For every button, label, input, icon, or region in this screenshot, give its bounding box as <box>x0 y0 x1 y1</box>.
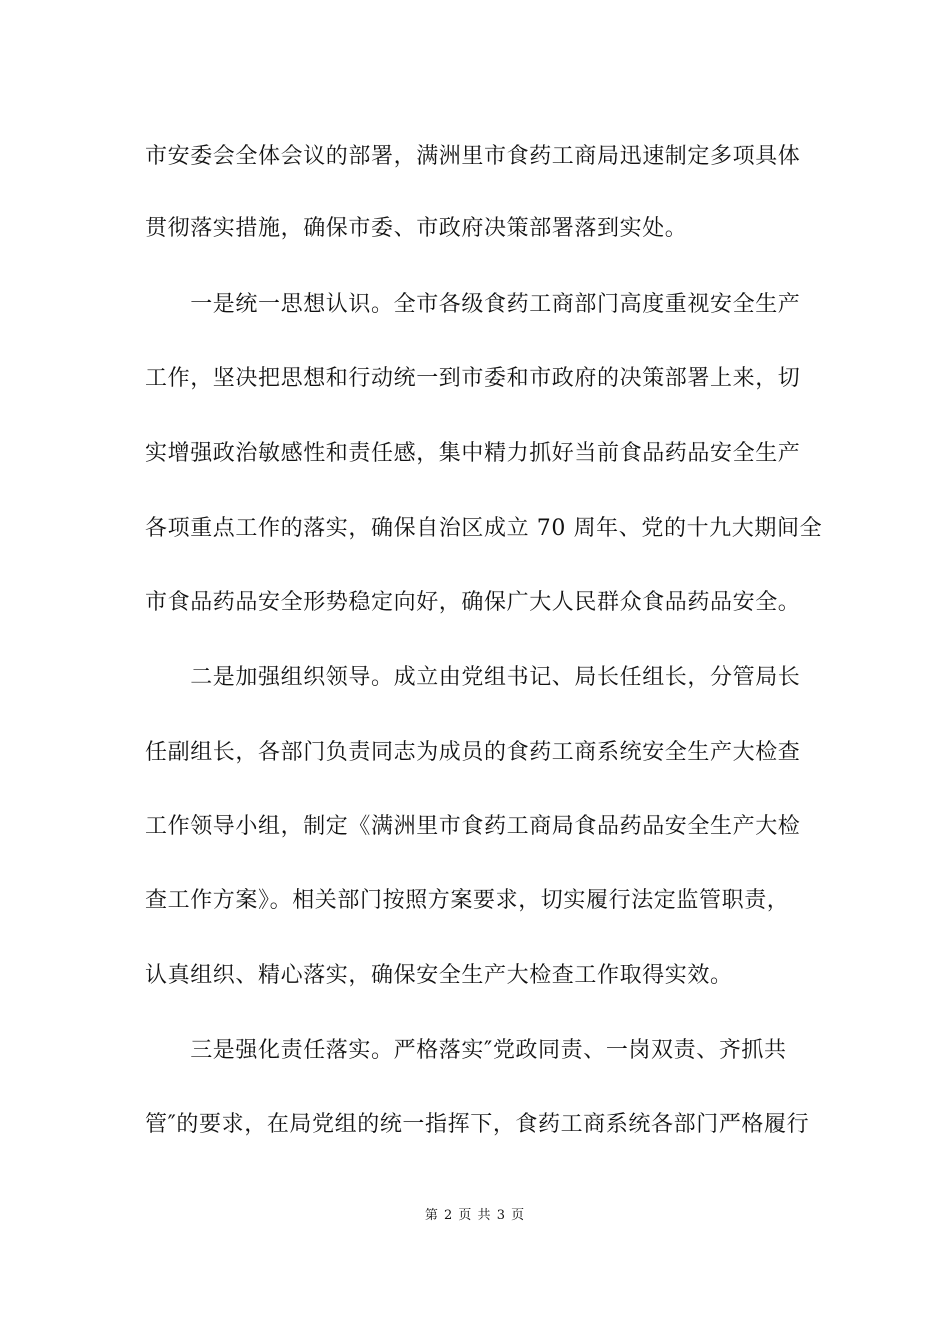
body-text-line: 贯彻落实措施，确保市委、市政府决策部署落到实处。 <box>145 216 688 241</box>
body-text-line: 各项重点工作的落实，确保自治区成立 70 周年、党的十九大期间全 <box>145 516 823 541</box>
body-text-line: 二是加强组织领导。成立由党组书记、局长任组长，分管局长 <box>145 665 801 690</box>
body-text-line: 工作领导小组，制定《满洲里市食药工商局食品药品安全生产大检 <box>145 814 801 839</box>
body-text-line: 市食品药品安全形势稳定向好，确保广大人民群众食品药品安全。 <box>145 590 801 615</box>
body-text-line: 市安委会全体会议的部署，满洲里市食药工商局迅速制定多项具体 <box>145 144 801 169</box>
body-text-line: 任副组长，各部门负责同志为成员的食药工商系统安全生产大检查 <box>145 740 801 765</box>
body-text-line: 实增强政治敏感性和责任感，集中精力抓好当前食品药品安全生产 <box>145 441 801 466</box>
page-number-footer: 第 2 页 共 3 页 <box>424 1208 526 1223</box>
body-text-line: 认真组织、精心落实，确保安全生产大检查工作取得实效。 <box>145 963 733 988</box>
body-text-line: 工作，坚决把思想和行动统一到市委和市政府的决策部署上来，切 <box>145 366 801 391</box>
body-text-line: 三是强化责任落实。严格落实″党政同责、一岗双责、齐抓共 <box>145 1038 787 1063</box>
body-text-line: 管″的要求，在局党组的统一指挥下，食药工商系统各部门严格履行 <box>145 1112 810 1137</box>
body-text-line: 一是统一思想认识。全市各级食药工商部门高度重视安全生产 <box>145 292 801 317</box>
body-text-line: 查工作方案》。相关部门按照方案要求，切实履行法定监管职责， <box>145 888 790 913</box>
